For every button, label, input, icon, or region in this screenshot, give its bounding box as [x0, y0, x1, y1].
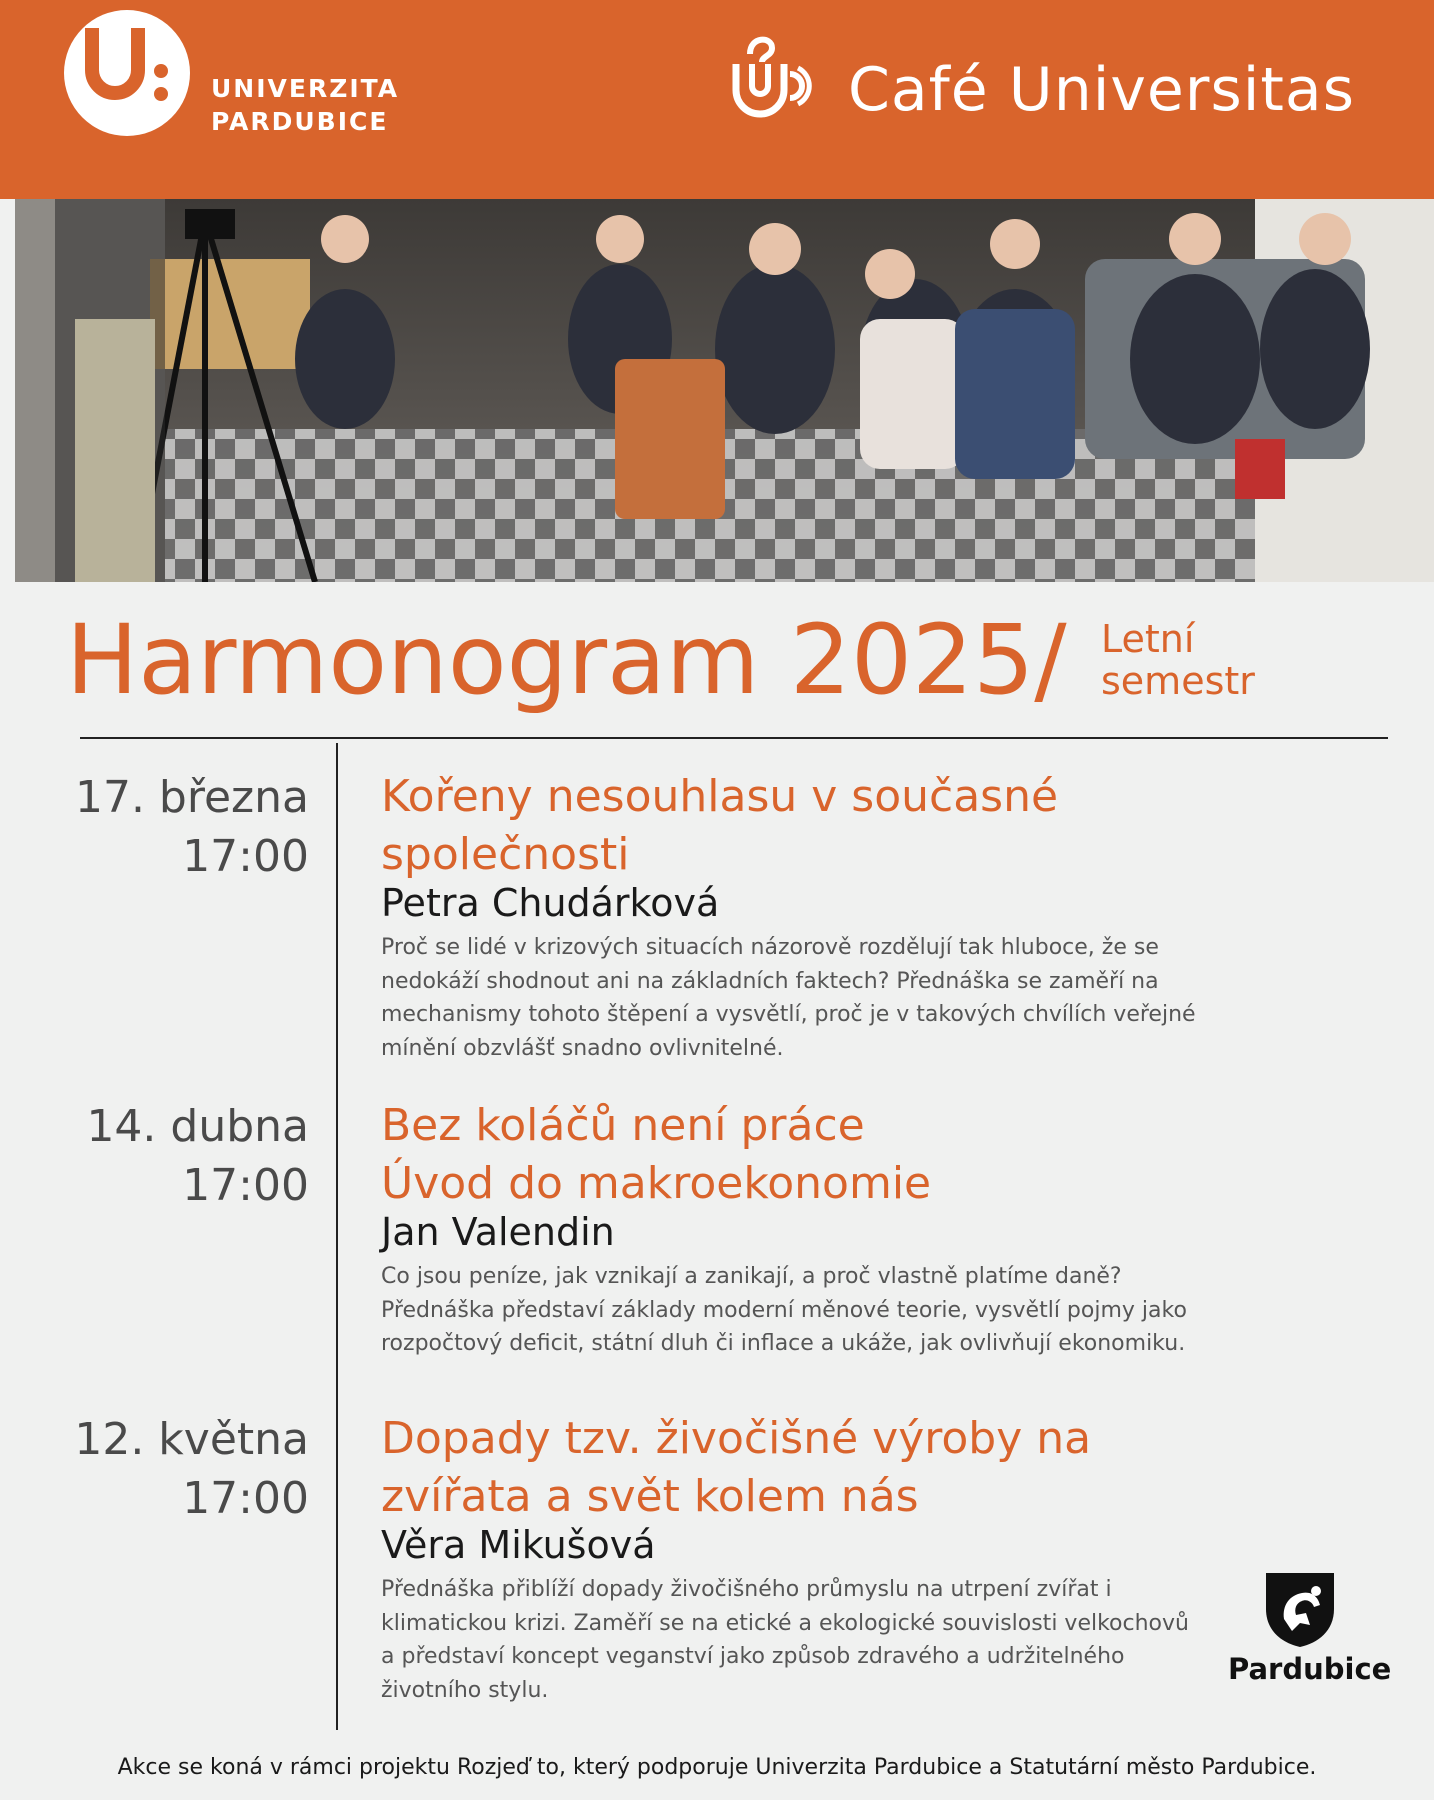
- event-title: [381, 1410, 1281, 1526]
- audience-photo-image: [15, 199, 1434, 582]
- horizontal-divider: [80, 737, 1388, 739]
- university-name-line1: UNIVERZITA: [211, 74, 400, 103]
- city-logo-label: Pardubice: [1228, 1652, 1392, 1686]
- event-title-line2: Úvod do makroekonomie: [381, 1158, 932, 1209]
- event-time: 17:00: [182, 831, 309, 882]
- header-banner: [0, 0, 1434, 199]
- event-title-line1: Bez koláčů není práce: [381, 1100, 865, 1151]
- event-date: 17. března: [74, 772, 309, 823]
- vertical-divider: [336, 743, 338, 1730]
- subtitle-line2: semestr: [1101, 659, 1255, 703]
- cafe-name: Café Universitas: [848, 55, 1355, 125]
- event-speaker: Jan Valendin: [381, 1210, 615, 1254]
- event-speaker: Věra Mikušová: [381, 1523, 656, 1567]
- event-title-line2: společnosti: [381, 829, 630, 880]
- page-title: Harmonogram 2025/: [66, 604, 1067, 716]
- event-description: Přednáška přiblíží dopady živočišného průmyslu na utrpení zvířat i klimatickou krizi. Zaměří se na etické a ekologické souvislosti velkochovů a představí koncept veganství jako způsob zdravého a udržitelného životního stylu.: [381, 1577, 1189, 1703]
- event-description: Co jsou peníze, jak vznikají a zanikají, a proč vlastně platíme daně? Přednáška představí základy moderní měnové teorie, vysvětlí pojmy jako rozpočtový deficit, státní dluh či inflace a ukáže, jak ovlivňují ekonomiku.: [381, 1264, 1187, 1356]
- event-description: Proč se lidé v krizových situacích názorově rozdělují tak hluboce, že se nedokáží shodnout ani na základních faktech? Přednáška se zaměří na mechanismy tohoto štěpení a vysvětlí, proč je v takových chvílích veřejné mínění obzvlášť snadno ovlivnitelné.: [381, 935, 1196, 1061]
- event-title: [381, 768, 1281, 884]
- event-date-block: [0, 768, 309, 886]
- event-title-line2: zvířata a svět kolem nás: [381, 1471, 919, 1522]
- event-date: 12. května: [74, 1414, 309, 1465]
- page-subtitle: [1101, 618, 1255, 702]
- subtitle-line1: Letní: [1101, 617, 1195, 661]
- event-title-line1: Kořeny nesouhlasu v současné: [381, 771, 1059, 822]
- event-time: 17:00: [182, 1473, 309, 1524]
- event-speaker: Petra Chudárková: [381, 881, 720, 925]
- university-name: [211, 72, 399, 138]
- university-logo-icon: [62, 8, 192, 138]
- event-date: 14. dubna: [86, 1101, 309, 1152]
- event-title-line1: Dopady tzv. živočišné výroby na: [381, 1413, 1092, 1464]
- footer-note: Akce se koná v rámci projektu Rozjeď to, který podporuje Univerzita Pardubice a Statutární město Pardubice.: [117, 1755, 1317, 1780]
- event-date-block: [0, 1097, 309, 1215]
- event-date-block: [0, 1410, 309, 1528]
- cafe-cup-icon: [722, 24, 818, 132]
- university-name-line2: PARDUBICE: [211, 107, 389, 136]
- event-title: [381, 1097, 1281, 1213]
- pardubice-coat-of-arms-icon: [1262, 1569, 1338, 1649]
- event-time: 17:00: [182, 1160, 309, 1211]
- audience-photo: [15, 199, 1434, 582]
